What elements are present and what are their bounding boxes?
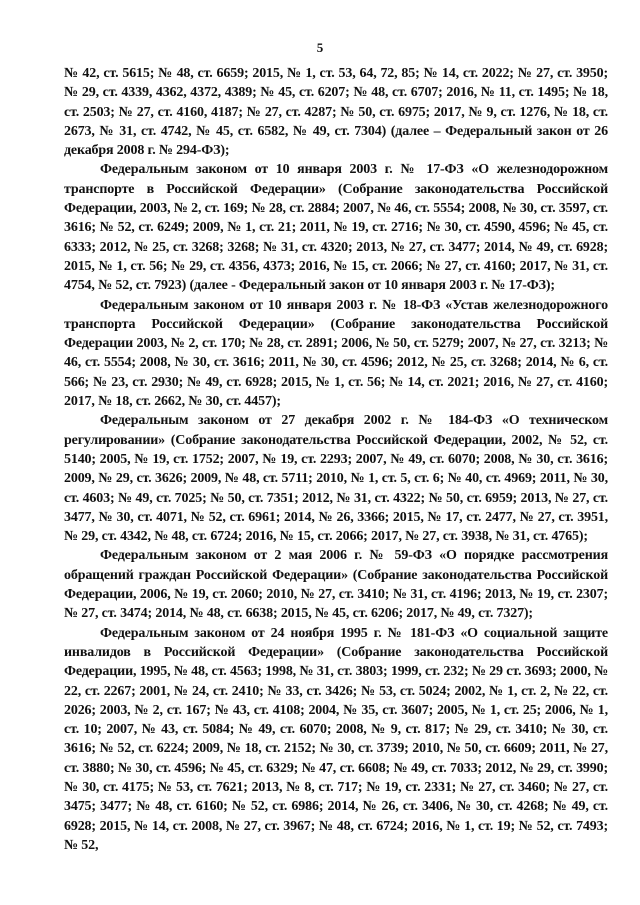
paragraph-continuation: № 42, ст. 5615; № 48, ст. 6659; 2015, № 1, ст. 53, 64, 72, 85; № 14, ст. 2022; № 27, ст. 3950; № 29, ст. 4339, 4362, 4372, 4389; № 45, ст. 6207; № 48, ст. 6707; 2016, № 11, ст. 1495; № 18, ст. 2503; № 27, ст. 4160, 4187; № 27, ст. 4287; № 50, ст. 6975; 2017, № 9, ст. 1276, № 18, ст. 2673, № 31, ст. 4742, № 45, ст. 6582, № 49, ст. 7304) (далее – Федеральный закон от 26 декабря 2008 г. № 294-ФЗ); <box>64 66 608 159</box>
paragraph-law-181-fz: Федеральным законом от 24 ноября 1995 г. № 181-ФЗ «О социальной защите инвалидов в Российской Федерации» (Собрание законодательства Российской Федерации, 1995, № 48, ст. 4563; 1998, № 31, ст. 3803; 1999, ст. 232; № 29 ст. 3693; 2000, № 22, ст. 2267; 2001, № 24, ст. 2410; № 33, ст. 3426; № 53, ст. 5024; 2002, № 1, ст. 2, № 22, ст. 2026; 2003, № 2, ст. 167; № 43, ст. 4108; 2004, № 35, ст. 3607; 2005, № 1, ст. 25; 2006, № 1, ст. 10; 2007, № 43, ст. 5084; № 49, ст. 6070; 2008, № 9, ст. 817; № 29, ст. 3410; № 30, ст. 3616; № 52, ст. 6224; 2009, № 18, ст. 2152; № 30, ст. 3739; 2010, № 50, ст. 6609; 2011, № 27, ст. 3880; № 30, ст. 4596; № 45, ст. 6329; № 47, ст. 6608; № 49, ст. 7033; 2012, № 29, ст. 3990; № 30, ст. 4175; № 53, ст. 7621; 2013, № 8, ст. 717; № 19, ст. 2331; № 27, ст. 3460; № 27, ст. 3475; 3477; № 48, ст. 6160; № 52, ст. 6986; 2014, № 26, ст. 3406, № 30, ст. 4268; № 49, ст. 6928; 2015, № 14, ст. 2008, № 27, ст. 3967; № 48, ст. 6724; 2016, № 1, ст. 19; № 52, ст. 7493; № 52, <box>64 625 608 853</box>
paragraph-law-18-fz: Федеральным законом от 10 января 2003 г. № 18-ФЗ «Устав железнодорожного транспорта Российской Федерации» (Собрание законодательства Российской Федерации 2003, № 2, ст. 170; № 28, ст. 2891; 2006, № 50, ст. 5279; 2007, № 27, ст. 3213; № 46, ст. 5554; 2008, № 30, ст. 3616; 2011, № 30, ст. 4596; 2012, № 25, ст. 3268; 2014, № 6, ст. 566; № 23, ст. 2930; № 49, ст. 6928; 2015, № 1, ст. 56; № 14, ст. 2021; 2016, № 27, ст. 4160; 2017, № 18, ст. 2662, № 30, ст. 4457); <box>64 297 608 410</box>
paragraph-law-17-fz: Федеральным законом от 10 января 2003 г. № 17-ФЗ «О железнодорожном транспорте в Российской Федерации» (Собрание законодательства Российской Федерации, 2003, № 2, ст. 169; № 28, ст. 2884; 2007, № 46, ст. 5554; 2008, № 30, ст. 3597, ст. 3616; № 52, ст. 6249; 2009, № 1, ст. 21; 2011, № 19, ст. 2716; № 30, ст. 4590, 4596; № 45, ст. 6333; 2012, № 25, ст. 3268; 3268; № 31, ст. 4320; 2013, № 27, ст. 3477; 2014, № 49, ст. 6928; 2015, № 1, ст. 56; № 29, ст. 4356, 4373; 2016, № 15, ст. 2066; № 27, ст. 4160; 2017, № 31, ст. 4754, № 52, ст. 7923) (далее - Федеральный закон от 10 января 2003 г. № 17-ФЗ); <box>64 162 608 294</box>
document-body <box>64 64 608 855</box>
paragraph-law-184-fz: Федеральным законом от 27 декабря 2002 г. № 184-ФЗ «О техническом регулировании» (Собрание законодательства Российской Федерации, 2002, № 52, ст. 5140; 2005, № 19, ст. 1752; 2007, № 19, ст. 2293; 2007, № 49, ст. 6070; 2008, № 30, ст. 3616; 2009, № 29, ст. 3626; 2009, № 48, ст. 5711; 2010, № 1, ст. 5, ст. 6; № 40, ст. 4969; 2011, № 30, ст. 4603; № 49, ст. 7025; № 50, ст. 7351; 2012, № 31, ст. 4322; № 50, ст. 6959; 2013, № 27, ст. 3477, № 30, ст. 4071, № 52, ст. 6961; 2014, № 26, 3366; 2015, № 17, ст. 2477, № 27, ст. 3951, № 29, ст. 4342, № 48, ст. 6724; 2016, № 15, ст. 2066; 2017, № 27, ст. 3938, № 31, ст. 4765); <box>64 413 608 545</box>
page-number: 5 <box>316 40 324 55</box>
paragraph-law-59-fz: Федеральным законом от 2 мая 2006 г. № 59-ФЗ «О порядке рассмотрения обращений граждан Российской Федерации» (Собрание законодательства Российской Федерации, 2006, № 19, ст. 2060; 2010, № 27, ст. 3410; № 31, ст. 4196; 2013, № 19, ст. 2307; № 27, ст. 3474; 2014, № 48, ст. 6638; 2015, № 45, ст. 6206; 2017, № 49, ст. 7327); <box>64 548 608 622</box>
